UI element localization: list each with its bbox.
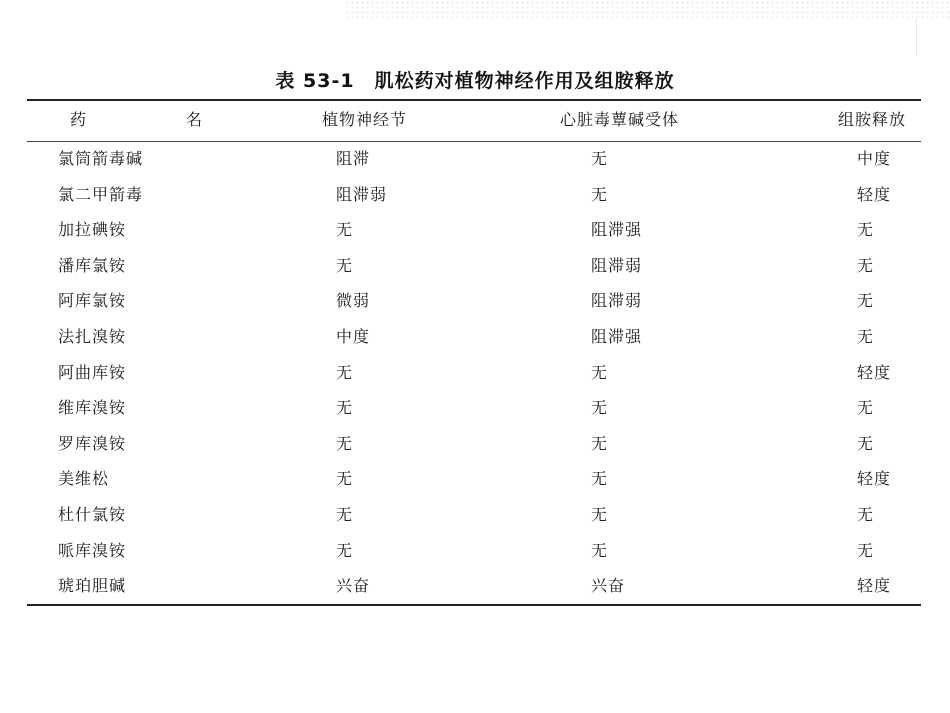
cell-muscarinic: 兴奋 [591, 576, 626, 596]
cell-muscarinic: 阻滞强 [591, 326, 643, 346]
cell-histamine: 无 [857, 504, 875, 524]
table-title [0, 66, 950, 93]
cell-drug: 阿曲库铵 [58, 362, 127, 382]
cell-muscarinic: 无 [591, 540, 609, 560]
header-histamine-release: 组胺释放 [838, 110, 907, 129]
cell-drug: 氯二甲箭毒 [58, 184, 144, 204]
cell-ganglia: 兴奋 [336, 576, 371, 596]
cell-histamine: 轻度 [857, 576, 892, 596]
cell-drug: 潘库氯铵 [58, 255, 127, 275]
cell-drug: 琥珀胆碱 [58, 576, 127, 596]
cell-histamine: 轻度 [857, 184, 892, 204]
cell-drug: 氯筒箭毒碱 [58, 149, 144, 168]
table-top-rule [27, 99, 921, 101]
cell-drug: 维库溴铵 [58, 398, 127, 418]
cell-muscarinic: 无 [591, 362, 609, 382]
cell-muscarinic: 阻滞弱 [591, 255, 643, 275]
table-row [0, 466, 950, 502]
table-body [0, 146, 950, 609]
table-header-row [0, 108, 950, 136]
table-row [0, 395, 950, 431]
cell-histamine: 轻度 [857, 469, 892, 489]
table-header-rule [27, 141, 921, 142]
cell-drug: 哌库溴铵 [58, 540, 127, 560]
cell-histamine: 无 [857, 398, 875, 418]
table-row [0, 538, 950, 574]
cell-ganglia: 中度 [336, 326, 371, 346]
table-row [0, 360, 950, 396]
cell-histamine: 无 [857, 433, 875, 453]
cell-ganglia: 阻滞弱 [336, 184, 388, 204]
cell-ganglia: 无 [336, 540, 354, 560]
cell-ganglia: 无 [336, 504, 354, 524]
header-drug-name: 药 名 [70, 110, 245, 129]
cell-ganglia: 无 [336, 220, 354, 240]
cell-drug: 阿库氯铵 [58, 291, 127, 311]
cell-muscarinic: 无 [591, 398, 609, 418]
cell-muscarinic: 无 [591, 504, 609, 524]
table-row [0, 253, 950, 289]
cell-muscarinic: 阻滞强 [591, 220, 643, 240]
cell-histamine: 无 [857, 291, 875, 311]
header-cardiac-muscarinic: 心脏毒蕈碱受体 [560, 110, 680, 129]
cell-muscarinic: 无 [591, 149, 609, 168]
cell-histamine: 无 [857, 326, 875, 346]
cell-drug: 加拉碘铵 [58, 220, 127, 240]
table-row [0, 146, 950, 182]
cell-ganglia: 阻滞 [336, 149, 371, 168]
table-row [0, 324, 950, 360]
table-caption: 肌松药对植物神经作用及组胺释放 [374, 70, 675, 92]
header-autonomic-ganglia: 植物神经节 [322, 110, 408, 129]
cell-ganglia: 无 [336, 433, 354, 453]
table-bottom-rule [27, 604, 921, 606]
table-row [0, 431, 950, 467]
cell-ganglia: 无 [336, 362, 354, 382]
cell-muscarinic: 无 [591, 469, 609, 489]
table-row [0, 502, 950, 538]
cell-muscarinic: 无 [591, 433, 609, 453]
cell-muscarinic: 阻滞弱 [591, 291, 643, 311]
cell-histamine: 轻度 [857, 362, 892, 382]
cell-histamine: 无 [857, 255, 875, 275]
cell-drug: 杜什氯铵 [58, 504, 127, 524]
cell-histamine: 中度 [857, 149, 892, 168]
cell-drug: 法扎溴铵 [58, 326, 127, 346]
table-row [0, 288, 950, 324]
cell-drug: 罗库溴铵 [58, 433, 127, 453]
table-row [0, 217, 950, 253]
cell-drug: 美维松 [58, 469, 110, 489]
cell-ganglia: 微弱 [336, 291, 371, 311]
cell-histamine: 无 [857, 540, 875, 560]
cell-ganglia: 无 [336, 255, 354, 275]
slide-decoration-line [916, 18, 917, 56]
cell-muscarinic: 无 [591, 184, 609, 204]
table-row [0, 182, 950, 218]
table-number: 表 53-1 [275, 70, 355, 92]
cell-ganglia: 无 [336, 398, 354, 418]
slide-decoration-dots [345, 0, 950, 18]
cell-ganglia: 无 [336, 469, 354, 489]
cell-histamine: 无 [857, 220, 875, 240]
